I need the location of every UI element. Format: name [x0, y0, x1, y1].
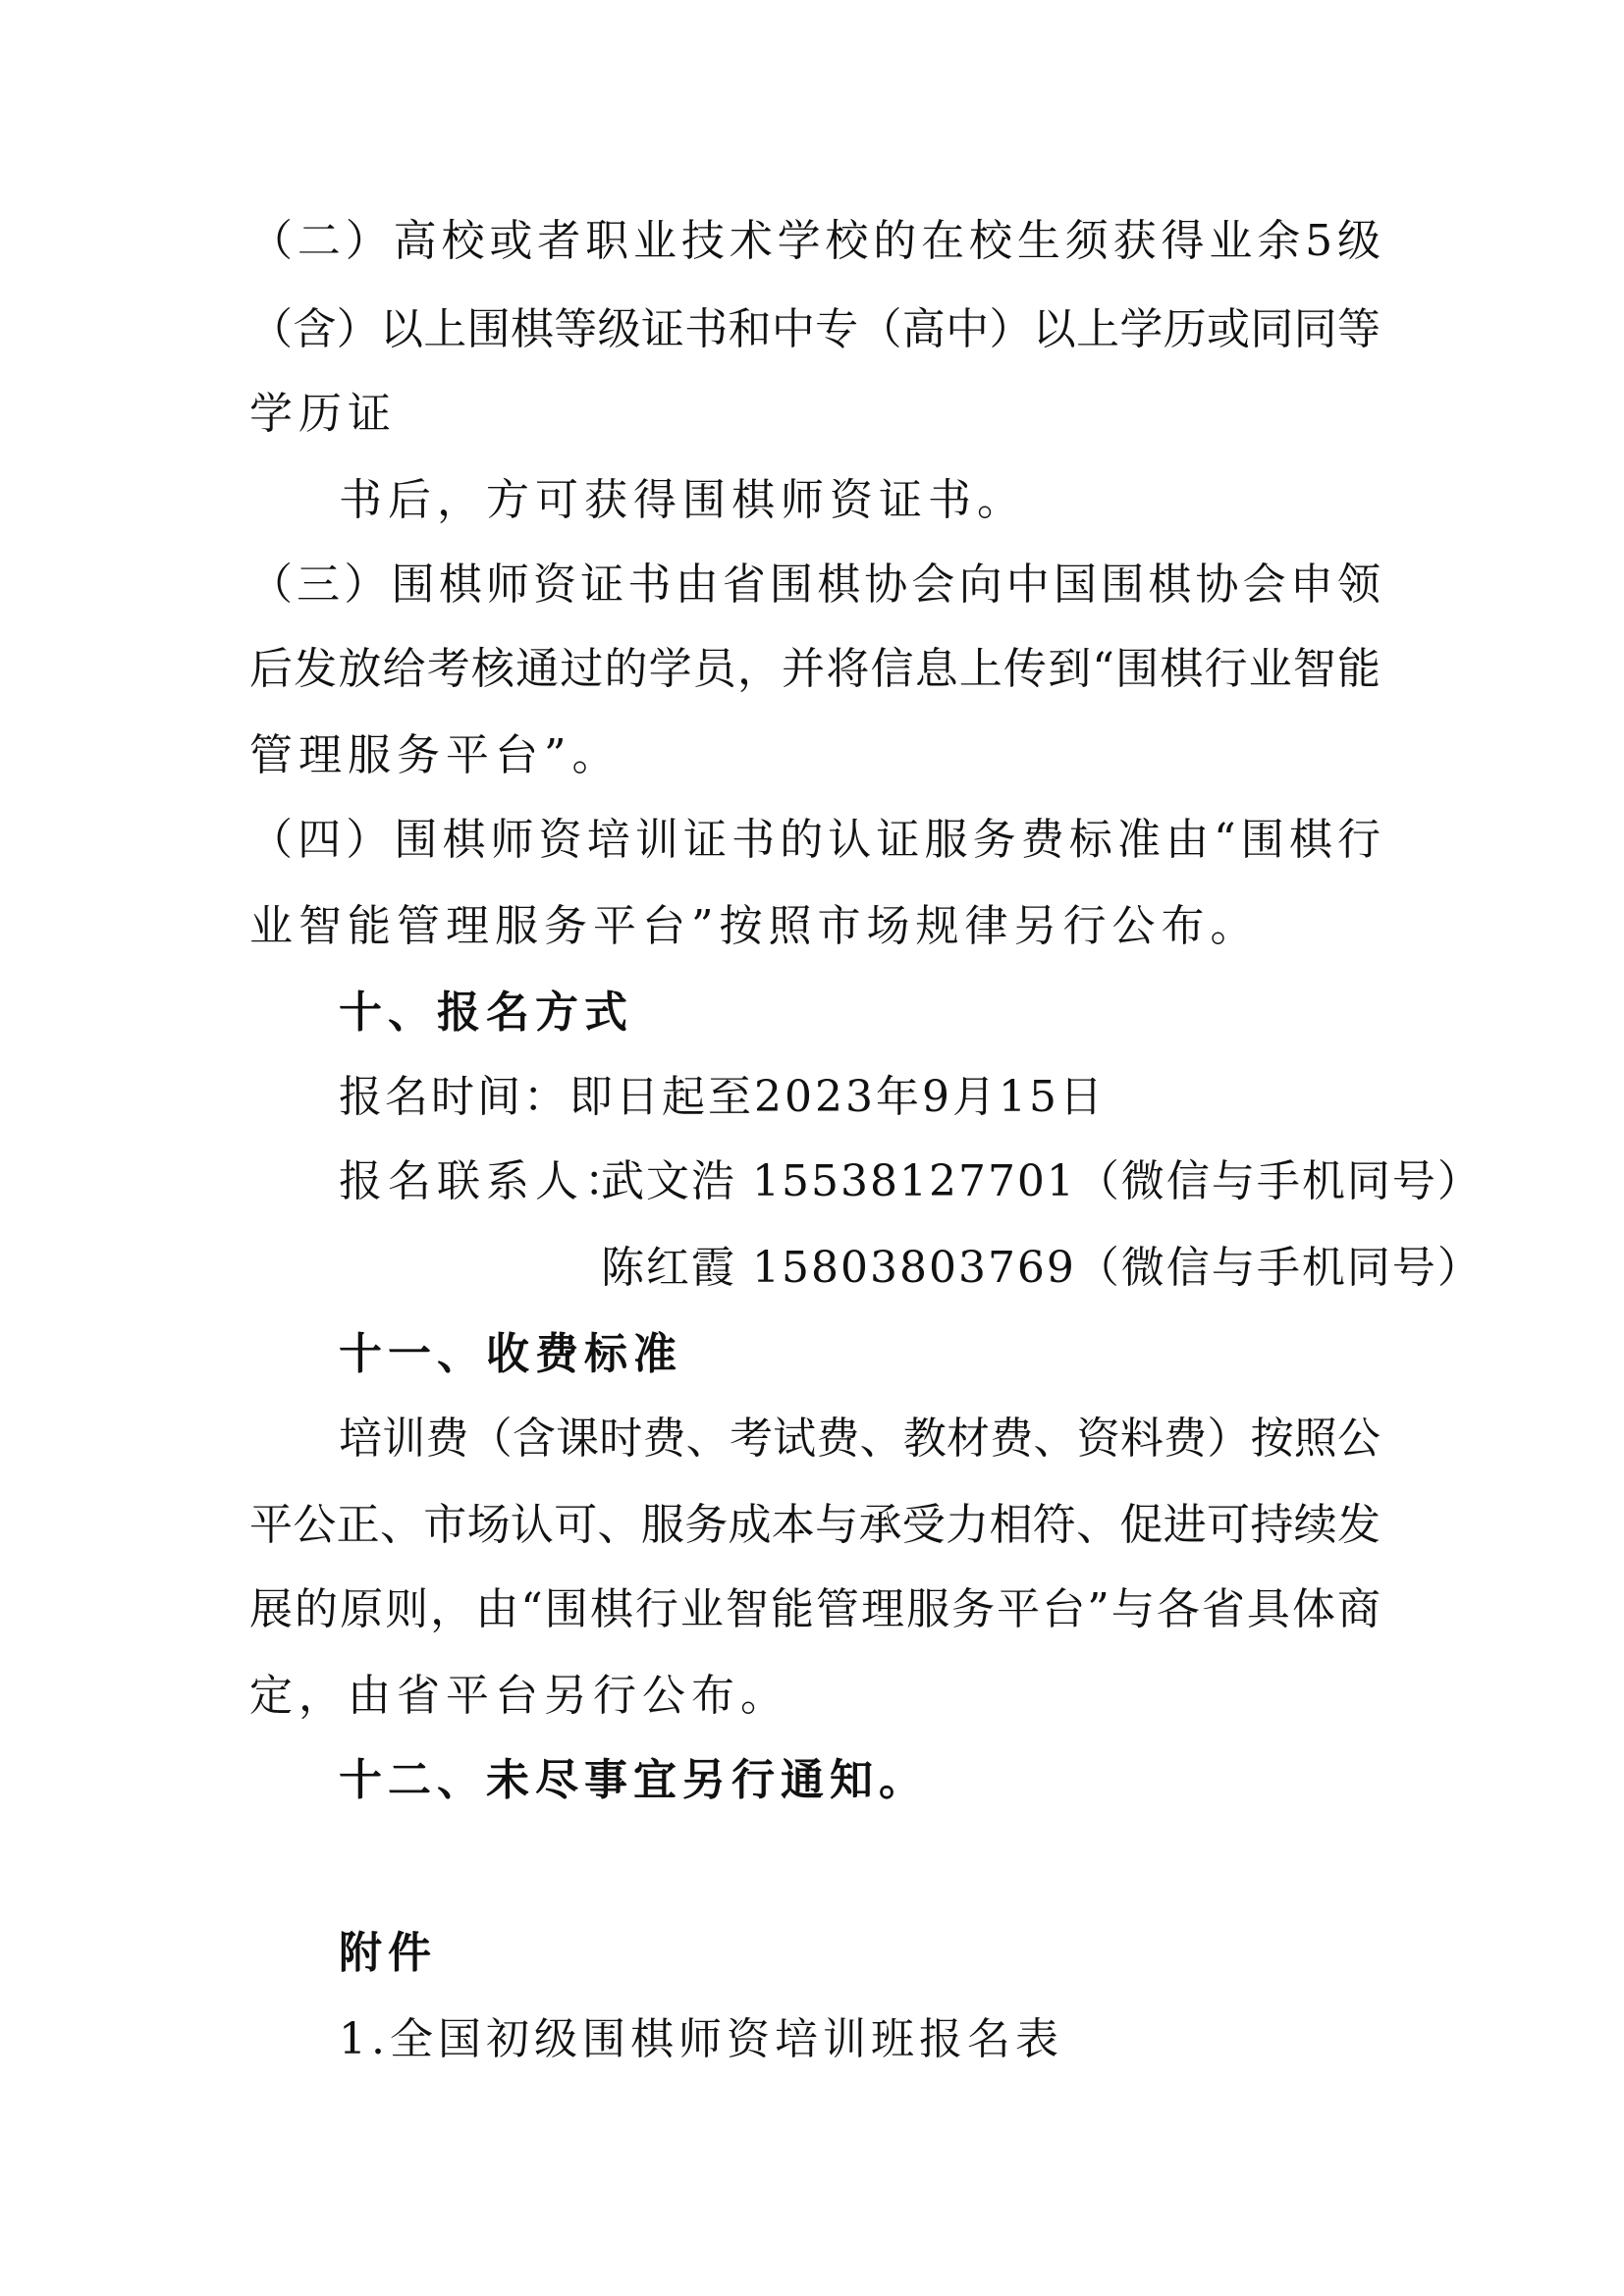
section-11-line-3: 展的原则，由“围棋行业智能管理服务平台”与各省具体商 — [249, 1584, 1380, 1634]
contact-1: 武文浩 15538127701（微信与手机同号） — [601, 1156, 1483, 1206]
contact-label: 报名联系人： — [339, 1156, 633, 1206]
paragraph-2-continuation: 书后，方可获得围棋师资证书。 — [339, 475, 1026, 525]
section-11-line-1: 培训费（含课时费、考试费、教材费、资料费）按照公 — [339, 1414, 1380, 1464]
paragraph-3-line-3: 管理服务平台”。 — [249, 730, 622, 780]
paragraph-2-line-3: 学历证 — [249, 389, 397, 439]
section-11-line-4: 定，由省平台另行公布。 — [249, 1671, 789, 1721]
paragraph-3-line-2: 后发放给考核通过的学员，并将信息上传到“围棋行业智能 — [249, 644, 1380, 694]
paragraph-4-line-2: 业智能管理服务平台”按照市场规律另行公布。 — [249, 901, 1260, 951]
registration-time: 报名时间：即日起至2023年9月15日 — [339, 1072, 1106, 1122]
section-10-heading: 十、报名方式 — [339, 988, 633, 1038]
attachment-item-1: 1.全国初级围棋师资培训班报名表 — [339, 2014, 1063, 2064]
contact-2: 陈红霞 15803803769（微信与手机同号） — [601, 1243, 1483, 1293]
attachments-heading: 附件 — [339, 1928, 437, 1978]
paragraph-2-line-1: （二）高校或者职业技术学校的在校生须获得业余5级 — [249, 216, 1380, 266]
section-11-line-2: 平公正、市场认可、服务成本与承受力相符、促进可持续发 — [249, 1500, 1380, 1550]
section-12-heading: 十二、未尽事宜另行通知。 — [339, 1755, 928, 1805]
paragraph-2-line-2: （含）以上围棋等级证书和中专（高中）以上学历或同同等 — [249, 304, 1380, 354]
paragraph-4-line-1: （四）围棋师资培训证书的认证服务费标准由“围棋行 — [249, 815, 1380, 865]
paragraph-3-line-1: （三）围棋师资证书由省围棋协会向中国围棋协会申领 — [249, 560, 1380, 610]
section-11-heading: 十一、收费标准 — [339, 1329, 682, 1379]
